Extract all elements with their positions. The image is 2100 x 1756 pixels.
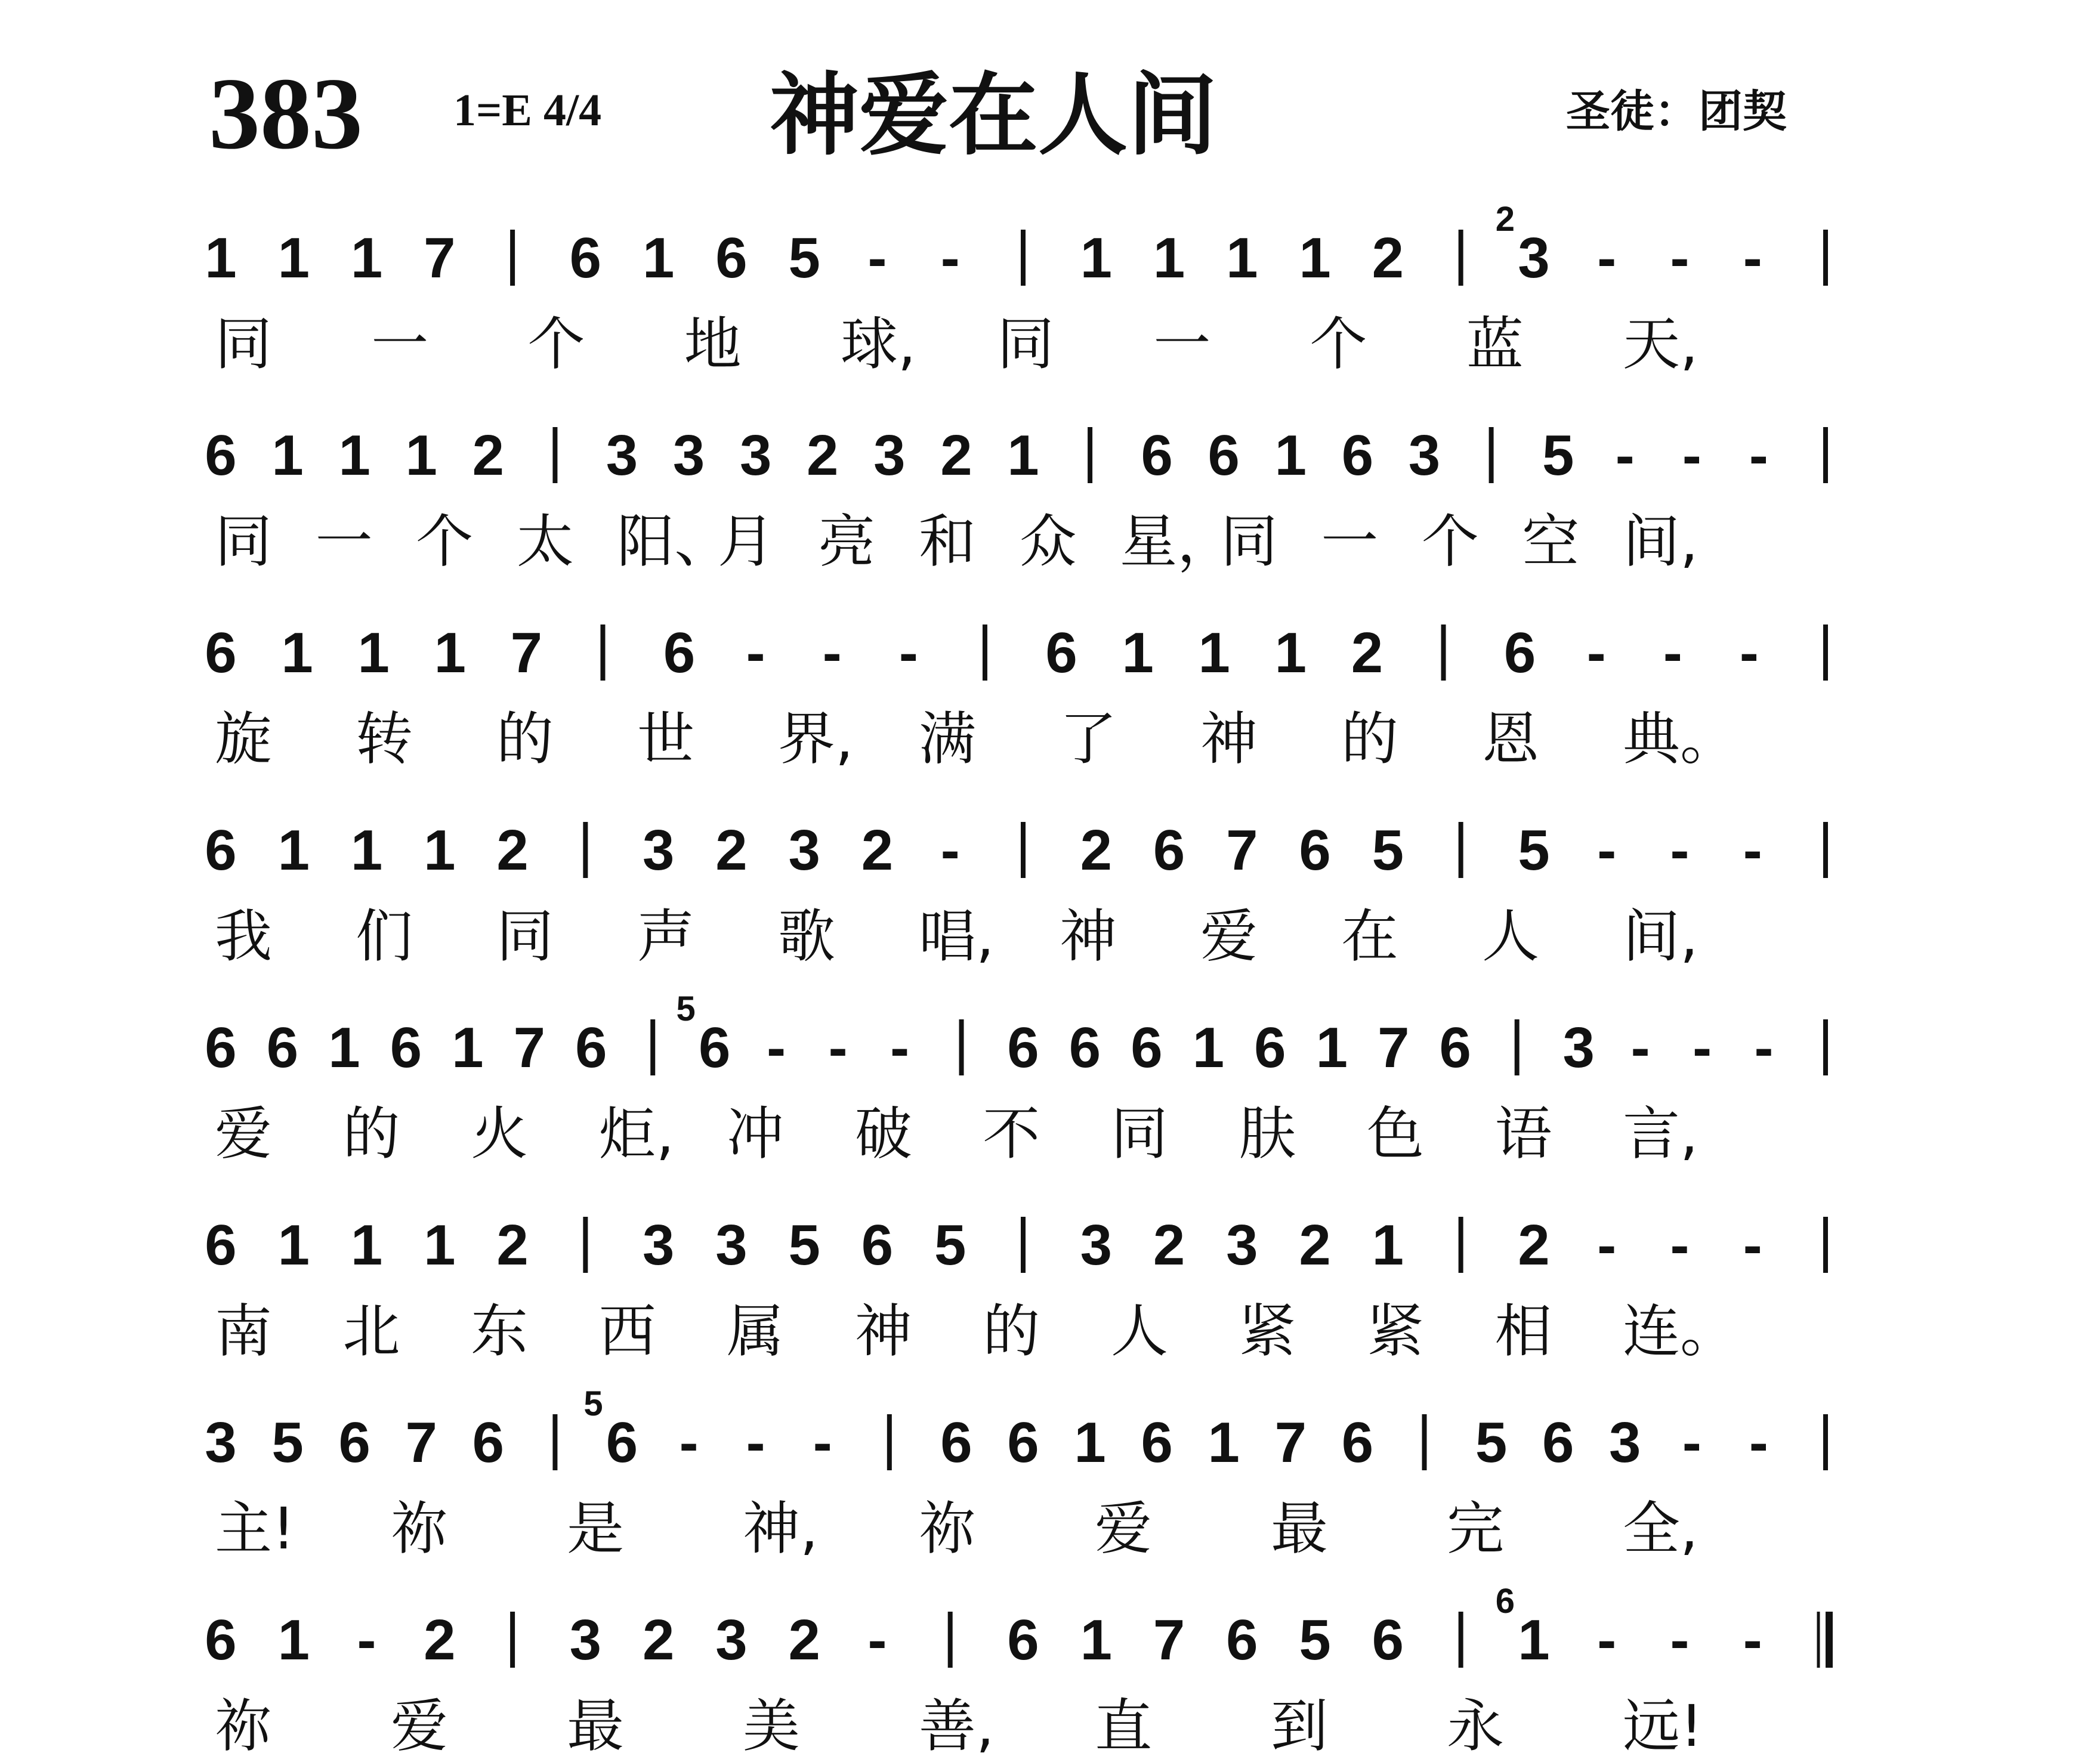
lyric-word: 个 bbox=[1310, 311, 1367, 378]
dash: - bbox=[822, 621, 842, 685]
lyric-word: 个 bbox=[527, 311, 585, 378]
note: 6 bbox=[663, 621, 696, 685]
lyric-word: 爱 bbox=[1200, 903, 1258, 970]
note: 1 bbox=[1372, 1213, 1404, 1277]
note: 5 bbox=[934, 1213, 966, 1277]
note: 1 bbox=[434, 621, 466, 685]
note: 1 bbox=[357, 621, 390, 685]
note: 2 bbox=[715, 818, 748, 882]
note: 7 bbox=[513, 1016, 546, 1080]
lyric-word: 地 bbox=[684, 311, 742, 378]
note: 6 bbox=[715, 226, 748, 290]
note: 3 bbox=[569, 1608, 602, 1672]
dash: - bbox=[746, 621, 765, 685]
note: 1 bbox=[328, 1016, 360, 1080]
dash: - bbox=[1682, 423, 1701, 487]
note: 6 bbox=[606, 1411, 638, 1474]
dash: - bbox=[940, 226, 960, 290]
dash: - bbox=[1749, 423, 1768, 487]
note: 2 bbox=[1299, 1213, 1331, 1277]
note: 6 bbox=[1341, 1411, 1374, 1474]
note: 2 bbox=[807, 423, 839, 487]
note: 5 bbox=[1542, 423, 1574, 487]
lyric-word: 在 bbox=[1341, 903, 1398, 970]
dash: - bbox=[898, 621, 918, 685]
note: 3 bbox=[642, 1213, 675, 1277]
lyric-word: 同 bbox=[997, 311, 1055, 378]
lyric-word: 恩 bbox=[1482, 706, 1539, 772]
note: 1 bbox=[1080, 1608, 1112, 1672]
note: 3 bbox=[1562, 1016, 1595, 1080]
note: 2 bbox=[788, 1608, 820, 1672]
dash: - bbox=[1743, 818, 1762, 882]
note: 3 bbox=[1518, 226, 1550, 290]
lyric-word: 紧 bbox=[1239, 1298, 1296, 1365]
lyric-word: 空 bbox=[1522, 508, 1580, 575]
note: 7 bbox=[424, 226, 456, 290]
lyric-word: 同 bbox=[1110, 1100, 1168, 1167]
note: 2 bbox=[472, 423, 505, 487]
lyric-word: 蓝 bbox=[1466, 311, 1524, 378]
lyric-word: 典。 bbox=[1623, 706, 1737, 772]
note: 1 bbox=[277, 1213, 310, 1277]
note: 6 bbox=[1045, 621, 1077, 685]
lyric-word: 属 bbox=[727, 1298, 785, 1365]
lyric-word: 祢 bbox=[215, 1693, 272, 1756]
note: 6 bbox=[1542, 1411, 1574, 1474]
dash: - bbox=[1754, 1016, 1774, 1080]
key-signature: 1=E 4/4 bbox=[453, 85, 602, 135]
note: 6 bbox=[1341, 423, 1374, 487]
lyric-word: 和 bbox=[919, 508, 976, 575]
note: 1 bbox=[277, 226, 310, 290]
lyric-word: 声 bbox=[637, 903, 694, 970]
lyric-word: 美 bbox=[743, 1693, 800, 1756]
note: 7 bbox=[1378, 1016, 1410, 1080]
lyric-word: 世 bbox=[637, 706, 694, 772]
note: 2 bbox=[496, 818, 529, 882]
lyric-word: 阳、 bbox=[617, 508, 732, 575]
dash: - bbox=[1693, 1016, 1712, 1080]
dash: - bbox=[813, 1411, 832, 1474]
note: 1 bbox=[338, 423, 370, 487]
lyric-word: 人 bbox=[1482, 903, 1539, 970]
lyric-word: 的 bbox=[496, 706, 554, 772]
grace-note: 5 bbox=[583, 1384, 603, 1423]
lyric-word: 个 bbox=[416, 508, 474, 575]
grace-note: 5 bbox=[676, 990, 696, 1028]
note: 6 bbox=[205, 818, 237, 882]
note: 1 bbox=[642, 226, 675, 290]
note: 3 bbox=[1408, 423, 1441, 487]
lyric-word: 间, bbox=[1623, 508, 1698, 575]
lyric-word: 同 bbox=[215, 508, 272, 575]
note: 6 bbox=[1254, 1016, 1286, 1080]
lyric-word: 同 bbox=[496, 903, 554, 970]
lyric-word: 个 bbox=[1421, 508, 1479, 575]
note: 3 bbox=[672, 423, 705, 487]
note: 6 bbox=[940, 1411, 972, 1474]
lyric-word: 界, bbox=[778, 706, 854, 772]
note: 6 bbox=[1226, 1608, 1258, 1672]
lyric-word: 祢 bbox=[391, 1495, 448, 1562]
lyric-word: 连。 bbox=[1623, 1298, 1737, 1365]
lyric-word: 神 bbox=[854, 1298, 912, 1365]
note: 6 bbox=[205, 621, 237, 685]
note: 1 bbox=[1074, 1411, 1106, 1474]
note: 6 bbox=[390, 1016, 422, 1080]
lyric-word: 天, bbox=[1623, 311, 1698, 378]
note: 6 bbox=[569, 226, 602, 290]
lyric-word: 太 bbox=[516, 508, 574, 575]
note: 1 bbox=[1274, 423, 1307, 487]
note: 2 bbox=[1080, 818, 1112, 882]
dash: - bbox=[1739, 621, 1759, 685]
note: 1 bbox=[1080, 226, 1112, 290]
lyric-word: 色 bbox=[1366, 1100, 1424, 1167]
score-line bbox=[205, 818, 1826, 970]
note: 6 bbox=[698, 1016, 731, 1080]
note: 1 bbox=[1274, 621, 1307, 685]
dash: - bbox=[357, 1608, 376, 1672]
note: 1 bbox=[424, 818, 456, 882]
note: 6 bbox=[575, 1016, 607, 1080]
note: 5 bbox=[788, 226, 820, 290]
lyric-word: 我 bbox=[215, 903, 272, 970]
note: 3 bbox=[606, 423, 638, 487]
lyric-word: 完 bbox=[1447, 1495, 1504, 1562]
grace-note: 2 bbox=[1495, 200, 1515, 239]
note: 3 bbox=[205, 1411, 237, 1474]
author: 圣徒：团契 bbox=[1566, 86, 1787, 137]
lyric-word: 最 bbox=[1271, 1495, 1328, 1562]
note: 3 bbox=[1226, 1213, 1258, 1277]
lyric-word: 肤 bbox=[1239, 1100, 1296, 1167]
note: 6 bbox=[1503, 621, 1536, 685]
lyric-word: 是 bbox=[567, 1495, 624, 1562]
note: 1 bbox=[1518, 1608, 1550, 1672]
dash: - bbox=[1597, 1608, 1617, 1672]
note: 1 bbox=[1007, 423, 1039, 487]
lyric-word: 神 bbox=[1200, 706, 1258, 772]
lyric-word: 的 bbox=[1341, 706, 1398, 772]
note: 1 bbox=[1226, 226, 1258, 290]
note: 6 bbox=[1007, 1608, 1039, 1672]
hymn-number: 383 bbox=[209, 57, 363, 171]
lyric-word: 同 bbox=[1220, 508, 1278, 575]
note: 6 bbox=[1007, 1411, 1039, 1474]
dash: - bbox=[1743, 1608, 1762, 1672]
lyric-word: 一 bbox=[371, 311, 429, 378]
note: 2 bbox=[940, 423, 972, 487]
note: 6 bbox=[205, 1016, 237, 1080]
note: 3 bbox=[1609, 1411, 1641, 1474]
note: 6 bbox=[205, 1213, 237, 1277]
score-line bbox=[205, 423, 1826, 575]
note: 3 bbox=[715, 1213, 748, 1277]
note: 6 bbox=[861, 1213, 894, 1277]
dash: - bbox=[940, 818, 960, 882]
note: 6 bbox=[1439, 1016, 1471, 1080]
note: 5 bbox=[271, 1411, 304, 1474]
lyric-word: 一 bbox=[1321, 508, 1379, 575]
note: 7 bbox=[510, 621, 543, 685]
note: 1 bbox=[424, 1213, 456, 1277]
note: 3 bbox=[642, 818, 675, 882]
note: 1 bbox=[1153, 226, 1185, 290]
note: 7 bbox=[405, 1411, 437, 1474]
lyric-word: 神, bbox=[743, 1495, 819, 1562]
score-line bbox=[205, 990, 1826, 1167]
lyric-word: 的 bbox=[342, 1100, 400, 1167]
note: 6 bbox=[338, 1411, 370, 1474]
note: 7 bbox=[1226, 818, 1258, 882]
dash: - bbox=[1597, 1213, 1617, 1277]
note: 3 bbox=[715, 1608, 748, 1672]
lyric-word: 唱, bbox=[919, 903, 995, 970]
score-line bbox=[205, 1384, 1826, 1562]
note: 1 bbox=[350, 818, 383, 882]
lyric-word: 满 bbox=[919, 706, 976, 772]
score-line bbox=[205, 200, 1826, 378]
note: 3 bbox=[873, 423, 906, 487]
note: 2 bbox=[642, 1608, 675, 1672]
note: 6 bbox=[1131, 1016, 1163, 1080]
note: 2 bbox=[1351, 621, 1383, 685]
lyric-word: 语 bbox=[1494, 1100, 1552, 1167]
dash: - bbox=[767, 1016, 786, 1080]
lyric-word: 冲 bbox=[727, 1100, 785, 1167]
lyric-word: 同 bbox=[215, 311, 272, 378]
grace-note: 6 bbox=[1495, 1582, 1515, 1621]
lyric-word: 间, bbox=[1623, 903, 1698, 970]
dash: - bbox=[1663, 621, 1682, 685]
dash: - bbox=[1743, 1213, 1762, 1277]
note: 6 bbox=[205, 423, 237, 487]
dash: - bbox=[867, 1608, 887, 1672]
note: 6 bbox=[1299, 818, 1331, 882]
note: 5 bbox=[1372, 818, 1404, 882]
lyric-word: 祢 bbox=[919, 1495, 976, 1562]
note: 1 bbox=[350, 1213, 383, 1277]
lyric-word: 全, bbox=[1623, 1495, 1698, 1562]
dash: - bbox=[1749, 1411, 1768, 1474]
note: 3 bbox=[788, 818, 820, 882]
lyric-word: 爱 bbox=[215, 1100, 272, 1167]
dash: - bbox=[1586, 621, 1606, 685]
note: 6 bbox=[472, 1411, 505, 1474]
lyric-word: 到 bbox=[1271, 1693, 1328, 1756]
lyric-word: 火 bbox=[471, 1100, 529, 1167]
lyric-word: 爱 bbox=[1095, 1495, 1152, 1562]
note: 7 bbox=[1274, 1411, 1307, 1474]
lyric-word: 旋 bbox=[215, 706, 272, 772]
note: 2 bbox=[496, 1213, 529, 1277]
score-line bbox=[205, 1213, 1826, 1365]
lyric-word: 球, bbox=[840, 311, 916, 378]
lyric-word: 永 bbox=[1447, 1693, 1504, 1756]
lyric-word: 北 bbox=[342, 1298, 400, 1365]
lyric-word: 善, bbox=[919, 1693, 995, 1756]
lyric-word: 紧 bbox=[1366, 1298, 1424, 1365]
dash: - bbox=[1597, 818, 1617, 882]
note: 1 bbox=[271, 423, 304, 487]
lyric-word: 星， bbox=[1120, 508, 1235, 575]
note: 2 bbox=[1372, 226, 1404, 290]
note: 1 bbox=[405, 423, 437, 487]
note: 5 bbox=[1518, 818, 1550, 882]
score-line bbox=[205, 621, 1826, 772]
lyric-word: 远! bbox=[1623, 1693, 1703, 1756]
lyric-word: 东 bbox=[471, 1298, 529, 1365]
note: 2 bbox=[1518, 1213, 1550, 1277]
note: 6 bbox=[1372, 1608, 1404, 1672]
score-line bbox=[205, 1582, 1829, 1756]
lyric-word: 南 bbox=[215, 1298, 272, 1365]
lyric-word: 一 bbox=[1153, 311, 1211, 378]
dash: - bbox=[1670, 226, 1690, 290]
note: 1 bbox=[452, 1016, 484, 1080]
dash: - bbox=[828, 1016, 848, 1080]
dash: - bbox=[746, 1411, 765, 1474]
dash: - bbox=[1670, 1608, 1690, 1672]
lyric-word: 的 bbox=[983, 1298, 1040, 1365]
lyric-word: 不 bbox=[983, 1100, 1040, 1167]
note: 1 bbox=[350, 226, 383, 290]
dash: - bbox=[679, 1411, 699, 1474]
lyric-word: 爱 bbox=[391, 1693, 448, 1756]
note: 2 bbox=[861, 818, 894, 882]
note: 6 bbox=[205, 1608, 237, 1672]
lyric-word: 言, bbox=[1623, 1100, 1698, 1167]
dash: - bbox=[1682, 1411, 1701, 1474]
note: 6 bbox=[1208, 423, 1240, 487]
lyric-word: 歌 bbox=[778, 903, 835, 970]
note: 1 bbox=[1198, 621, 1230, 685]
note: 1 bbox=[1122, 621, 1154, 685]
note: 1 bbox=[205, 226, 237, 290]
lyric-word: 人 bbox=[1110, 1298, 1168, 1365]
dash: - bbox=[1670, 818, 1690, 882]
note: 1 bbox=[277, 818, 310, 882]
note: 6 bbox=[1141, 1411, 1173, 1474]
note: 3 bbox=[739, 423, 772, 487]
dash: - bbox=[1670, 1213, 1690, 1277]
score-lines bbox=[205, 200, 1829, 1756]
song-title: 神爱在人间 bbox=[770, 64, 1218, 168]
note: 1 bbox=[1315, 1016, 1348, 1080]
lyric-word: 神 bbox=[1060, 903, 1117, 970]
dash: - bbox=[867, 226, 887, 290]
dash: - bbox=[890, 1016, 910, 1080]
lyric-word: 们 bbox=[356, 903, 413, 970]
note: 6 bbox=[266, 1016, 299, 1080]
note: 5 bbox=[788, 1213, 820, 1277]
lyric-word: 月 bbox=[717, 508, 775, 575]
note: 5 bbox=[1475, 1411, 1508, 1474]
dash: - bbox=[1615, 423, 1635, 487]
note: 6 bbox=[1153, 818, 1185, 882]
lyric-word: 破 bbox=[854, 1100, 912, 1167]
lyric-word: 众 bbox=[1019, 508, 1077, 575]
dash: - bbox=[1597, 226, 1617, 290]
note: 1 bbox=[1192, 1016, 1225, 1080]
lyric-word: 相 bbox=[1494, 1298, 1552, 1365]
note: 1 bbox=[281, 621, 313, 685]
lyric-word: 最 bbox=[567, 1693, 624, 1756]
note: 2 bbox=[1153, 1213, 1185, 1277]
lyric-word: 直 bbox=[1095, 1693, 1152, 1756]
note: 5 bbox=[1299, 1608, 1331, 1672]
note: 6 bbox=[1007, 1016, 1039, 1080]
note: 6 bbox=[1068, 1016, 1101, 1080]
lyric-word: 主! bbox=[215, 1495, 295, 1562]
lyric-word: 西 bbox=[598, 1298, 656, 1365]
dash: - bbox=[1743, 226, 1762, 290]
note: 6 bbox=[1141, 423, 1173, 487]
note: 1 bbox=[1208, 1411, 1240, 1474]
note: 3 bbox=[1080, 1213, 1112, 1277]
note: 7 bbox=[1153, 1608, 1185, 1672]
lyric-word: 亮 bbox=[818, 508, 876, 575]
note: 1 bbox=[1299, 226, 1331, 290]
lyric-word: 一 bbox=[315, 508, 373, 575]
lyric-word: 转 bbox=[356, 706, 413, 772]
lyric-word: 了 bbox=[1060, 706, 1117, 772]
dash: - bbox=[1630, 1016, 1650, 1080]
note: 2 bbox=[424, 1608, 456, 1672]
lyric-word: 炬, bbox=[598, 1100, 675, 1167]
note: 1 bbox=[277, 1608, 310, 1672]
